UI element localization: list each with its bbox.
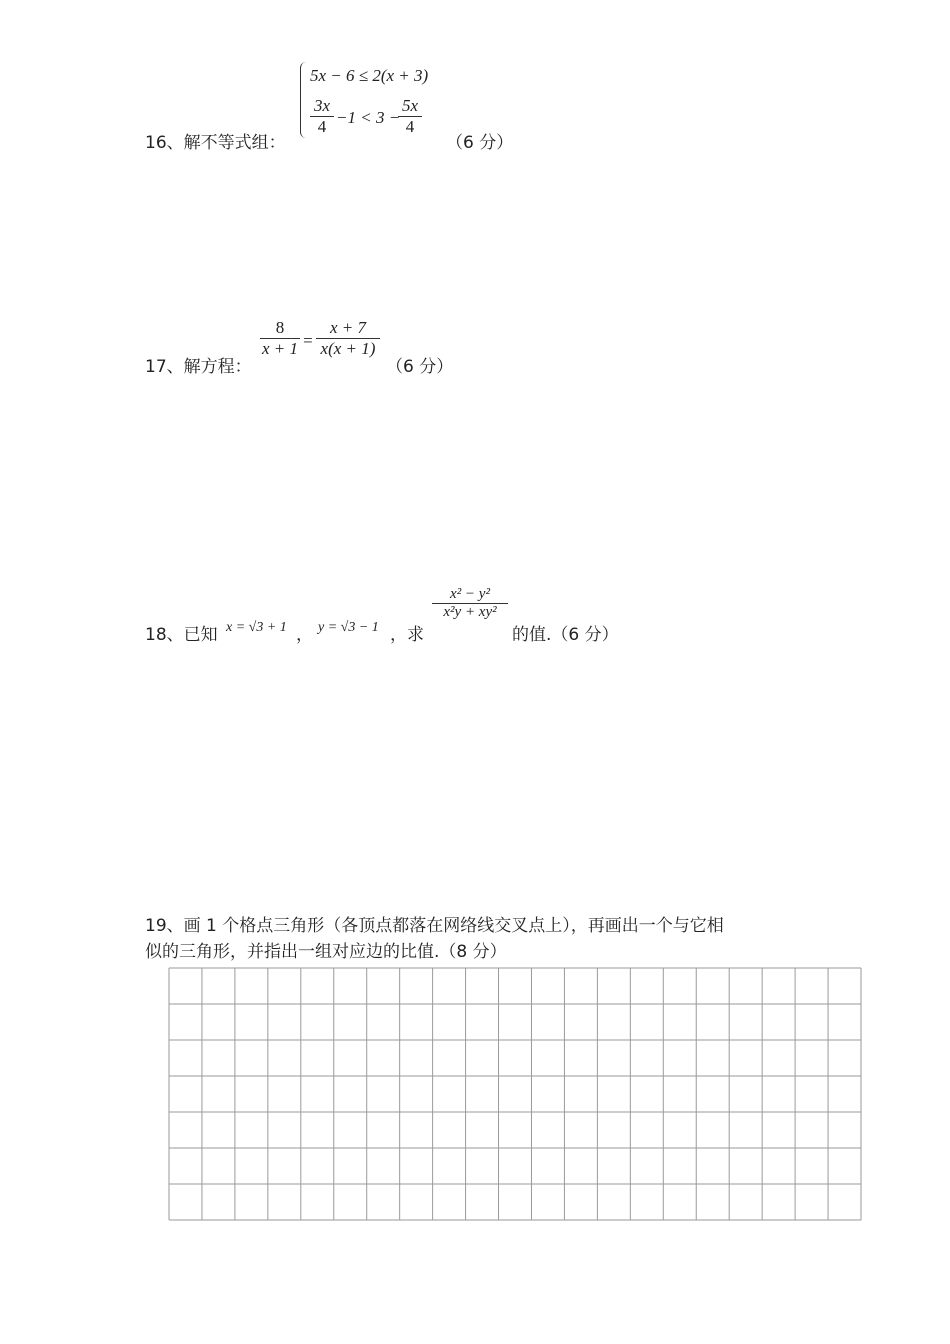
- frac1-denominator: 4: [317, 117, 327, 136]
- grid-svg[interactable]: [168, 967, 862, 1221]
- fraction-rhs: [316, 318, 380, 359]
- frac1-numerator: 3x: [313, 96, 331, 115]
- fraction-x2-y2: [432, 586, 508, 621]
- fraction-5x-over-4: [398, 96, 422, 137]
- lhs-denominator: x + 1: [261, 339, 299, 358]
- q17-label: 17、解方程：: [145, 357, 252, 377]
- fraction-8-over-x-plus-1: [260, 318, 300, 359]
- q16-score: （6 分）: [446, 133, 514, 153]
- fraction-3x-over-4: [310, 96, 334, 137]
- q19-line-2: 似的三角形，并指出一组对应边的比值.（8 分）: [145, 942, 507, 962]
- q18-label: 18、已知: [145, 625, 218, 645]
- equals-sign: =: [302, 331, 314, 350]
- y-expression: y = √3 − 1: [318, 620, 379, 635]
- inequality-system: [300, 62, 450, 142]
- q18-numerator: x² − y²: [450, 586, 490, 602]
- frac2-denominator: 4: [405, 117, 415, 136]
- q18-comma-1: ，: [296, 625, 313, 645]
- q18-denominator: x²y + xy²: [443, 604, 497, 620]
- q18-tail: 的值.（6 分）: [512, 625, 619, 645]
- inequality-line-1: 5x − 6 ≤ 2(x + 3): [310, 66, 429, 85]
- frac2-numerator: 5x: [401, 96, 419, 115]
- q18-comma-2: ，求: [390, 625, 424, 645]
- q16-label: 16、解不等式组：: [145, 133, 286, 153]
- q19-line-1: 19、画 1 个格点三角形（各顶点都落在网络线交叉点上），再画出一个与它相: [145, 916, 724, 936]
- system-brace: [300, 62, 308, 138]
- rhs-denominator: x(x + 1): [320, 339, 376, 358]
- lhs-numerator: 8: [275, 318, 285, 337]
- x-expression: x = √3 + 1: [226, 620, 287, 635]
- inequality-middle: −1 < 3 −: [336, 108, 401, 127]
- q17-score: （6 分）: [386, 357, 454, 377]
- lattice-grid[interactable]: [168, 967, 862, 1221]
- rhs-numerator: x + 7: [329, 318, 367, 337]
